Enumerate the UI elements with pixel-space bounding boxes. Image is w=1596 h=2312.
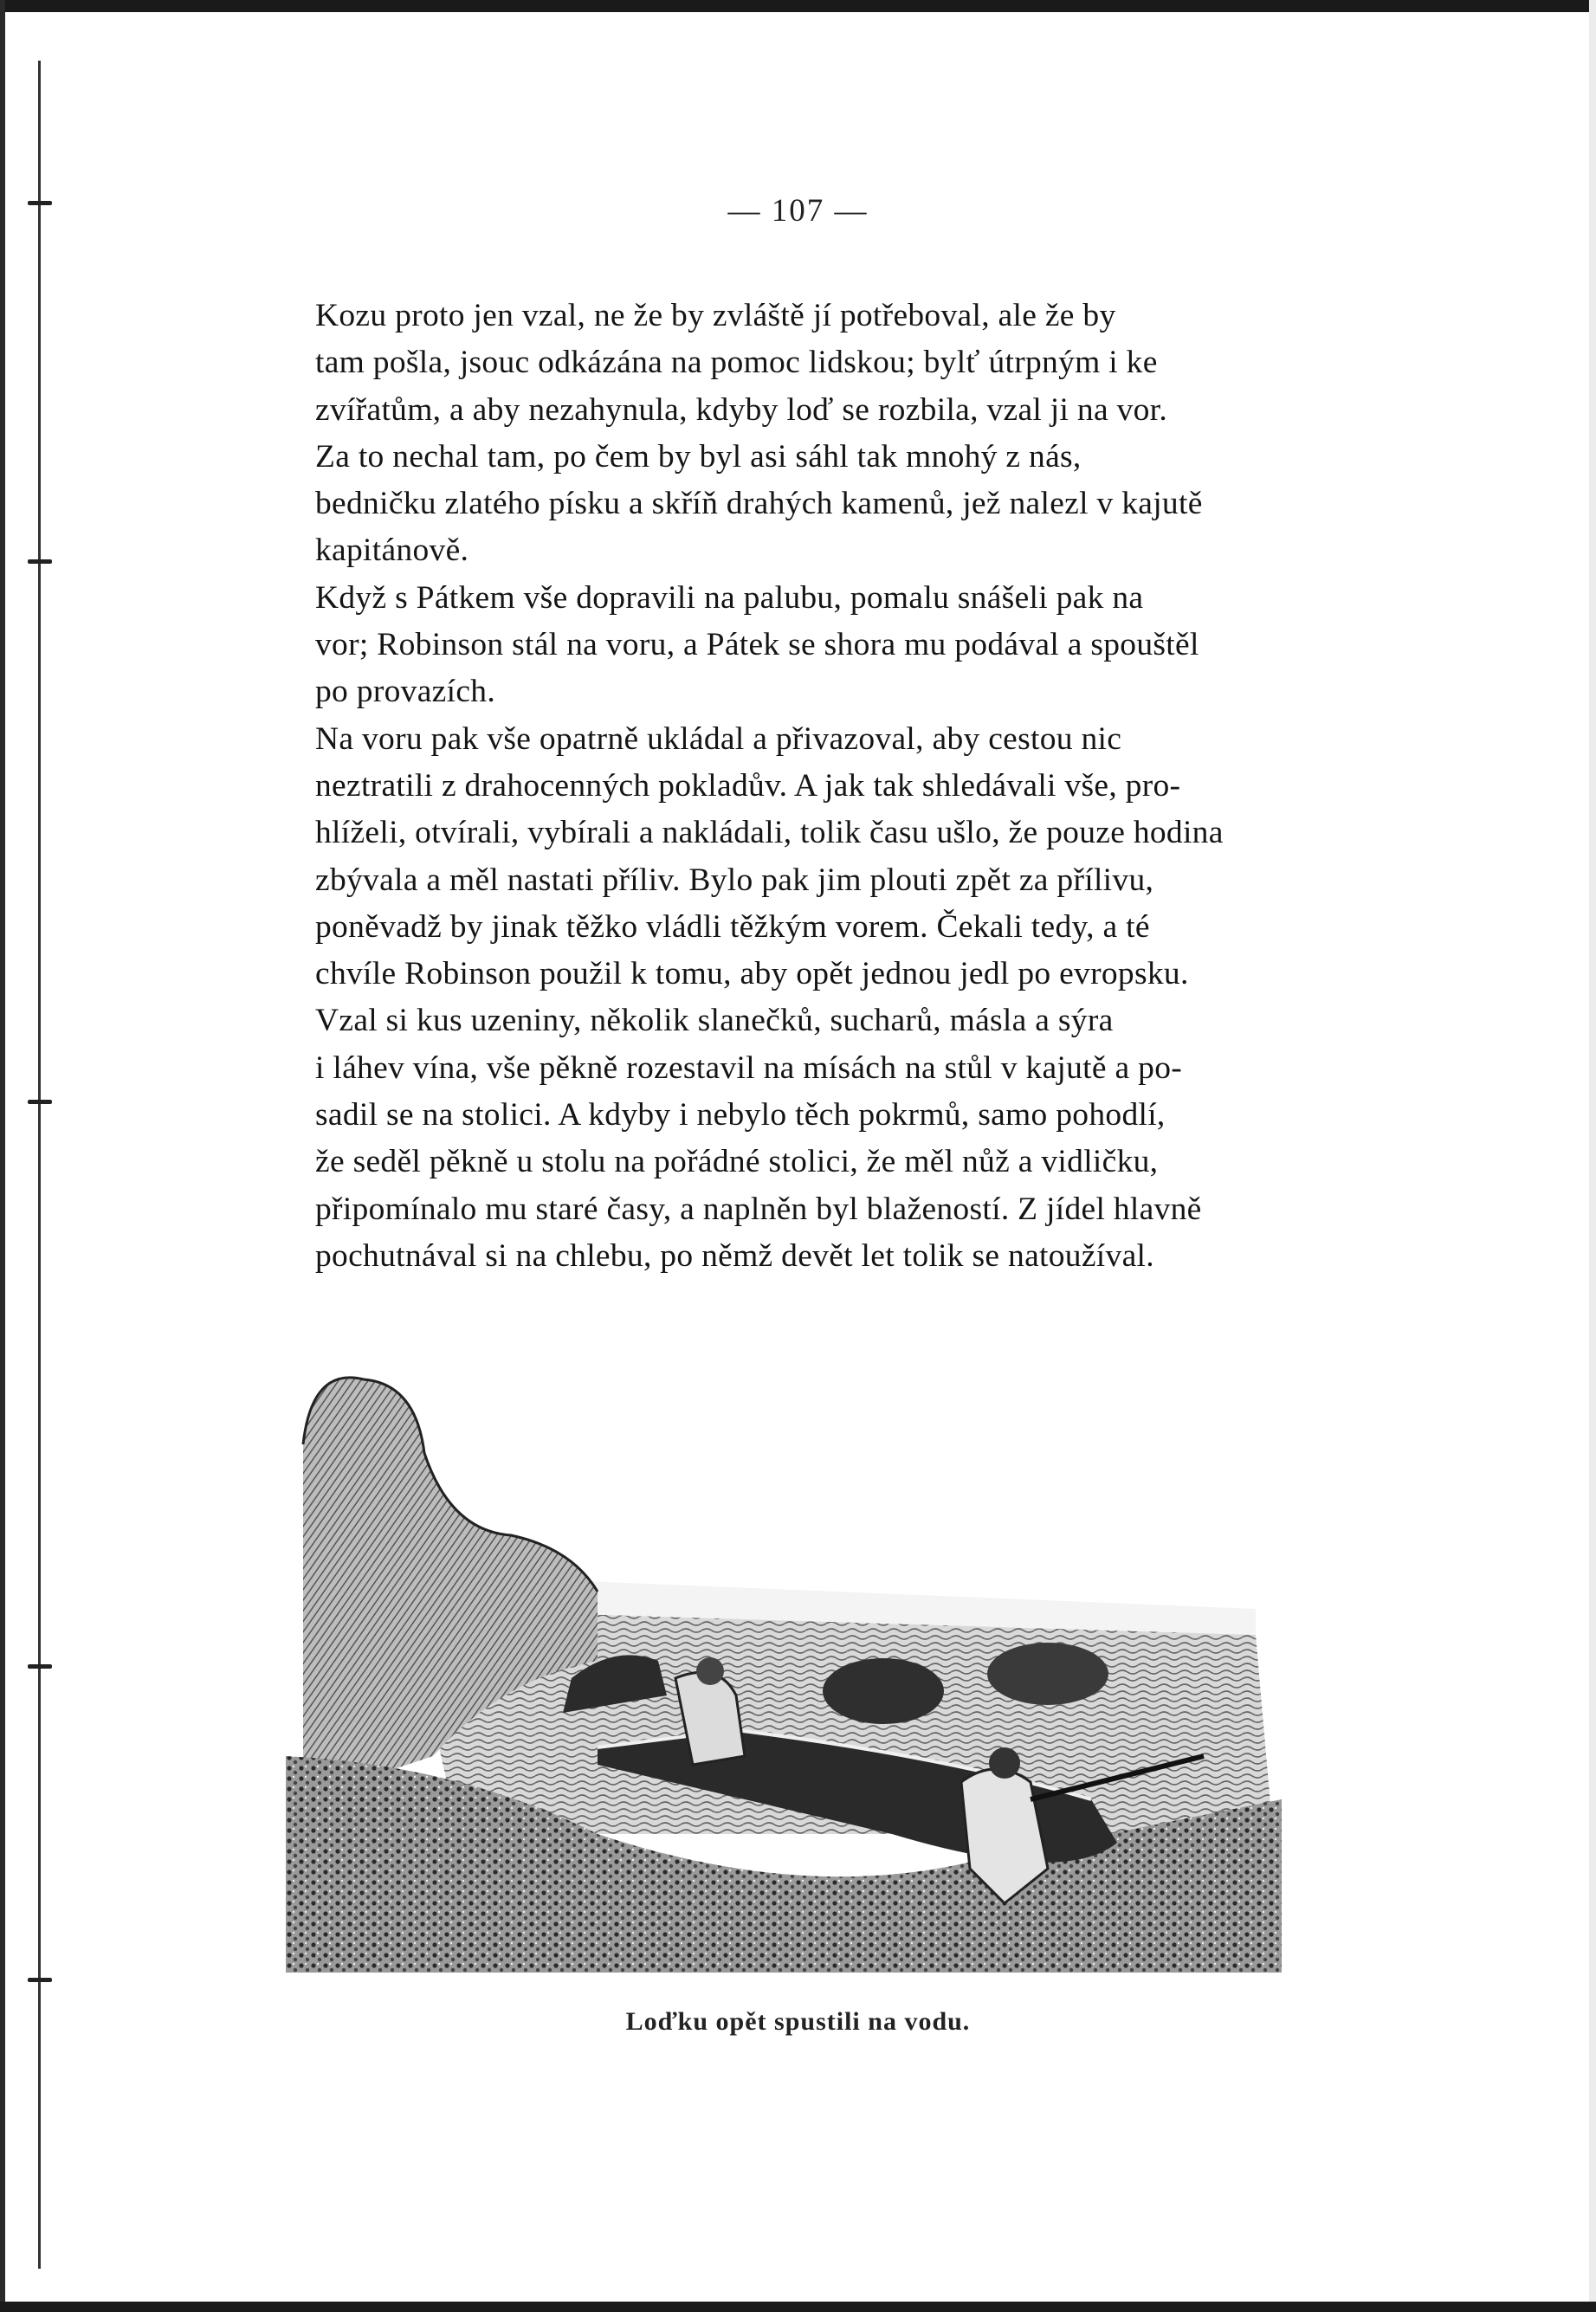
- binding-mark: [28, 1100, 52, 1104]
- text-line: i láhev vína, vše pěkně rozestavil na mísách na stůl v kajutě a po-: [315, 1049, 1183, 1086]
- illustration-caption: Loďku opět spustili na vodu.: [625, 2007, 971, 2036]
- boat-on-shore-engraving: [286, 1349, 1282, 1973]
- text-line: Za to nechal tam, po čem by byl asi sáhl tak mnohý z nás,: [315, 438, 1082, 475]
- figure-head: [989, 1747, 1020, 1779]
- binding-rule: [38, 61, 41, 2269]
- sea-rock: [823, 1658, 944, 1724]
- text-line: Vzal si kus uzeniny, několik slanečků, sucharů, másla a sýra: [315, 1003, 1114, 1039]
- text-line: Na voru pak vše opatrně ukládal a přivazoval, aby cestou nic: [315, 720, 1122, 757]
- text-line: zbývala a měl nastati příliv. Bylo pak jim plouti zpět za přílivu,: [315, 862, 1154, 898]
- engraving-illustration: [286, 1349, 1282, 1973]
- paragraph-2: [218, 434, 1379, 575]
- figure-head: [696, 1657, 724, 1685]
- scan-border-top: [0, 0, 1596, 12]
- text-line: Když s Pátkem vše dopravili na palubu, pomalu snášeli pak na: [315, 579, 1144, 616]
- text-line: bedničku zlatého písku a skříň drahých kamenů, jež nalezl v kajutě: [315, 486, 1203, 522]
- binding-mark: [28, 559, 52, 564]
- body-text: [218, 293, 1379, 1280]
- page-number: — 107 —: [727, 193, 869, 229]
- text-line: neztratili z drahocenných pokladův. A jak tak shledávali vše, pro-: [315, 767, 1181, 804]
- text-line: že seděl pěkně u stolu na pořádné stolici, že měl nůž a vidličku,: [315, 1144, 1159, 1180]
- text-line: Kozu proto jen vzal, ne že by zvláště jí potřeboval, ale že by: [315, 298, 1116, 333]
- text-line: kapitánově.: [315, 533, 469, 569]
- text-line: připomínalo mu staré časy, a naplněn byl blažeností. Z jídel hlavně: [315, 1191, 1202, 1227]
- text-line: vor; Robinson stál na voru, a Pátek se shora mu podával a spouštěl: [315, 627, 1199, 663]
- text-line: poněvadž by jinak těžko vládli těžkým vorem. Čekali tedy, a té: [315, 908, 1150, 945]
- text-line: hlíželi, otvírali, vybírali a nakládali, tolik času ušlo, že pouze hodina: [315, 815, 1224, 851]
- sea-rock: [987, 1643, 1108, 1705]
- text-line: zvířatům, a aby nezahynula, kdyby loď se rozbila, vzal ji na vor.: [315, 391, 1168, 428]
- scan-border-left: [0, 0, 5, 2312]
- text-line: sadil se na stolici. A kdyby i nebylo těch pokrmů, samo pohodlí,: [315, 1097, 1166, 1133]
- paragraph-4: [218, 716, 1379, 998]
- paragraph-1: [218, 293, 1379, 434]
- text-line: tam pošla, jsouc odkázána na pomoc lidskou; bylť útrpným i ke: [315, 345, 1158, 381]
- text-line: chvíle Robinson použil k tomu, aby opět jednou jedl po evropsku.: [315, 956, 1189, 992]
- scan-border-right: [1589, 0, 1596, 2312]
- binding-mark: [28, 1664, 52, 1669]
- paragraph-3: [218, 575, 1379, 716]
- binding-mark: [28, 1978, 52, 1982]
- paragraph-5: [218, 998, 1379, 1280]
- text-line: pochutnával si na chlebu, po němž devět let tolik se natoužíval.: [315, 1237, 1154, 1274]
- scan-border-bottom: [0, 2302, 1596, 2312]
- text-line: po provazích.: [315, 674, 495, 710]
